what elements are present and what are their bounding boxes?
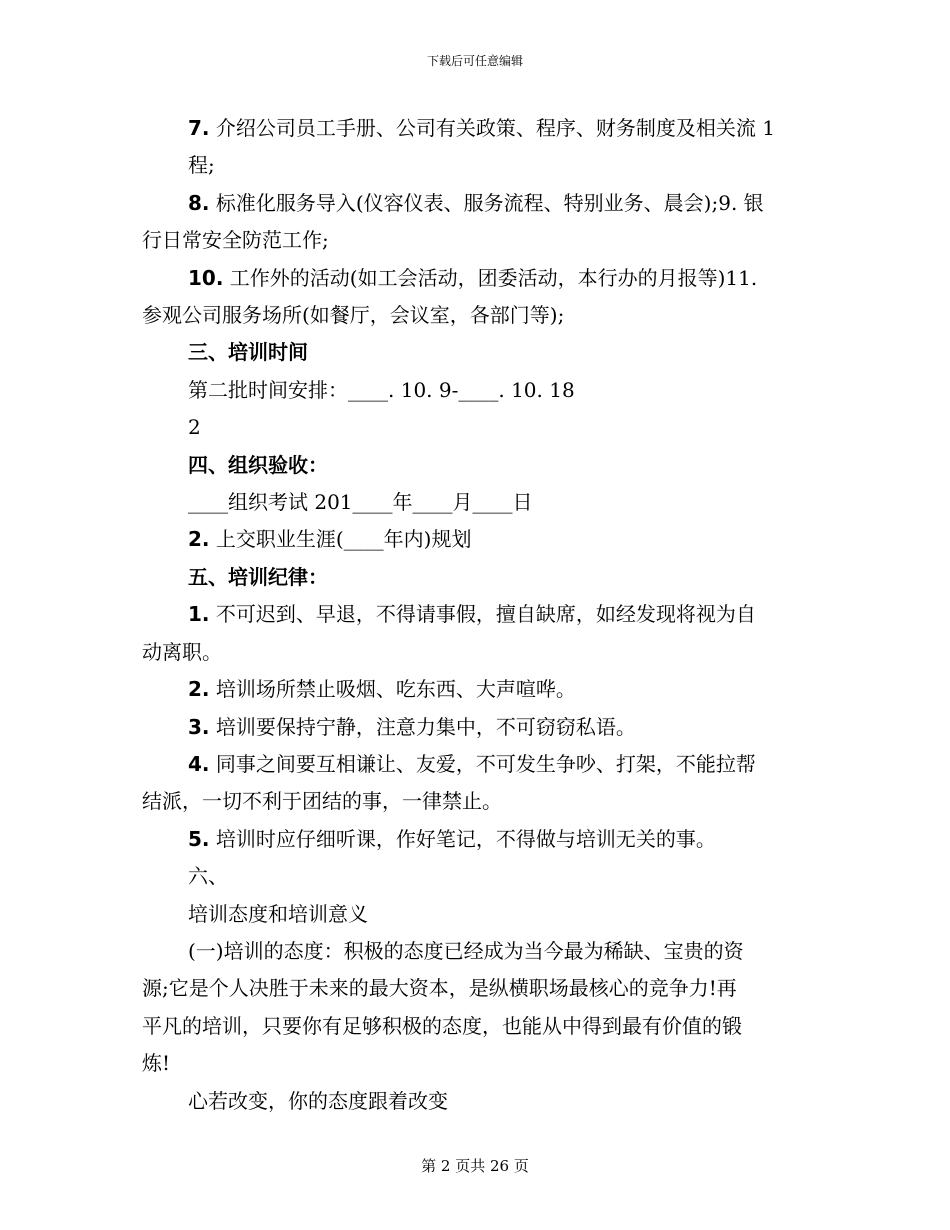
list-item-continuation <box>142 222 812 259</box>
item-number: 7. <box>188 116 210 140</box>
list-item-continuation <box>142 783 812 820</box>
item-text: 上交职业生涯(____年内)规划 <box>209 527 472 552</box>
item-text: 动离职。 <box>142 639 222 664</box>
list-item <box>142 671 812 708</box>
page-footer: 第 2 页共 26 页 <box>421 1157 529 1175</box>
section-heading: 六、 <box>188 864 228 889</box>
paragraph-continuation: 源;它是个人决胜于未来的最大资本，是纵横职场最核心的竞争力!再 <box>142 976 737 1001</box>
list-item <box>142 185 812 222</box>
document-body <box>142 110 812 1120</box>
paragraph: (一)培训的态度：积极的态度已经成为当今最为稀缺、宝贵的资 <box>188 938 744 963</box>
item-text: 标准化服务导入(仪容仪表、服务流程、特别业务、晨会);9. 银 <box>209 190 764 215</box>
item-text: 参观公司服务场所(如餐厅，会议室，各部门等); <box>142 303 565 328</box>
item-number: 3. <box>188 714 210 739</box>
list-item <box>142 521 812 558</box>
list-item <box>142 260 812 297</box>
paragraph-continuation: 炼! <box>142 1051 171 1076</box>
item-text: 介绍公司员工手册、公司有关政策、程序、财务制度及相关流 1 <box>209 116 775 140</box>
item-number: 2. <box>188 677 210 702</box>
list-item <box>142 596 812 633</box>
item-text: 培训时应仔细听课，作好笔记，不得做与培训无关的事。 <box>209 826 716 851</box>
item-text: 同事之间要互相谦让、友爱，不可发生争吵、打架，不能拉帮 <box>209 751 756 776</box>
list-item <box>142 110 812 147</box>
item-text: 培训要保持宁静，注意力集中，不可窃窃私语。 <box>209 714 636 739</box>
list-item-continuation <box>142 297 812 334</box>
item-number: 2. <box>188 527 210 552</box>
item-text: 不可迟到、早退，不得请事假，擅自缺席，如经发现将视为自 <box>209 602 756 627</box>
item-number: 4. <box>188 751 210 776</box>
section-heading: 五、培训纪律： <box>188 564 328 589</box>
list-item-continuation <box>142 634 812 671</box>
list-item <box>142 821 812 858</box>
exam-line: ____组织考试 201____年____月____日 <box>188 490 533 515</box>
item-number: 5. <box>188 826 210 851</box>
list-item <box>142 709 812 746</box>
section-heading: 三、培训时间 <box>188 340 308 365</box>
item-text: 行日常安全防范工作; <box>142 228 329 253</box>
paragraph: 2 <box>188 415 201 440</box>
item-number: 10. <box>188 265 224 290</box>
page-header: 下载后可任意编辑 <box>426 54 523 68</box>
list-item-continuation <box>142 147 812 184</box>
paragraph-continuation: 平凡的培训，只要你有足够积极的态度，也能从中得到最有价值的锻 <box>142 1013 742 1038</box>
item-number: 8. <box>188 190 210 215</box>
section-heading: 四、组织验收： <box>188 452 328 477</box>
item-text: 程; <box>188 153 215 178</box>
section-subtitle: 培训态度和培训意义 <box>188 901 368 926</box>
item-text: 工作外的活动(如工会活动，团委活动，本行办的月报等)11. <box>223 265 758 290</box>
item-number: 1. <box>188 602 210 627</box>
item-text: 结派，一切不利于团结的事，一律禁止。 <box>142 789 502 814</box>
list-item <box>142 746 812 783</box>
schedule-line: 第二批时间安排：____. 10. 9-____. 10. 18 <box>188 377 575 402</box>
paragraph: 心若改变，你的态度跟着改变 <box>188 1088 448 1113</box>
item-text: 培训场所禁止吸烟、吃东西、大声喧哗。 <box>209 677 576 702</box>
